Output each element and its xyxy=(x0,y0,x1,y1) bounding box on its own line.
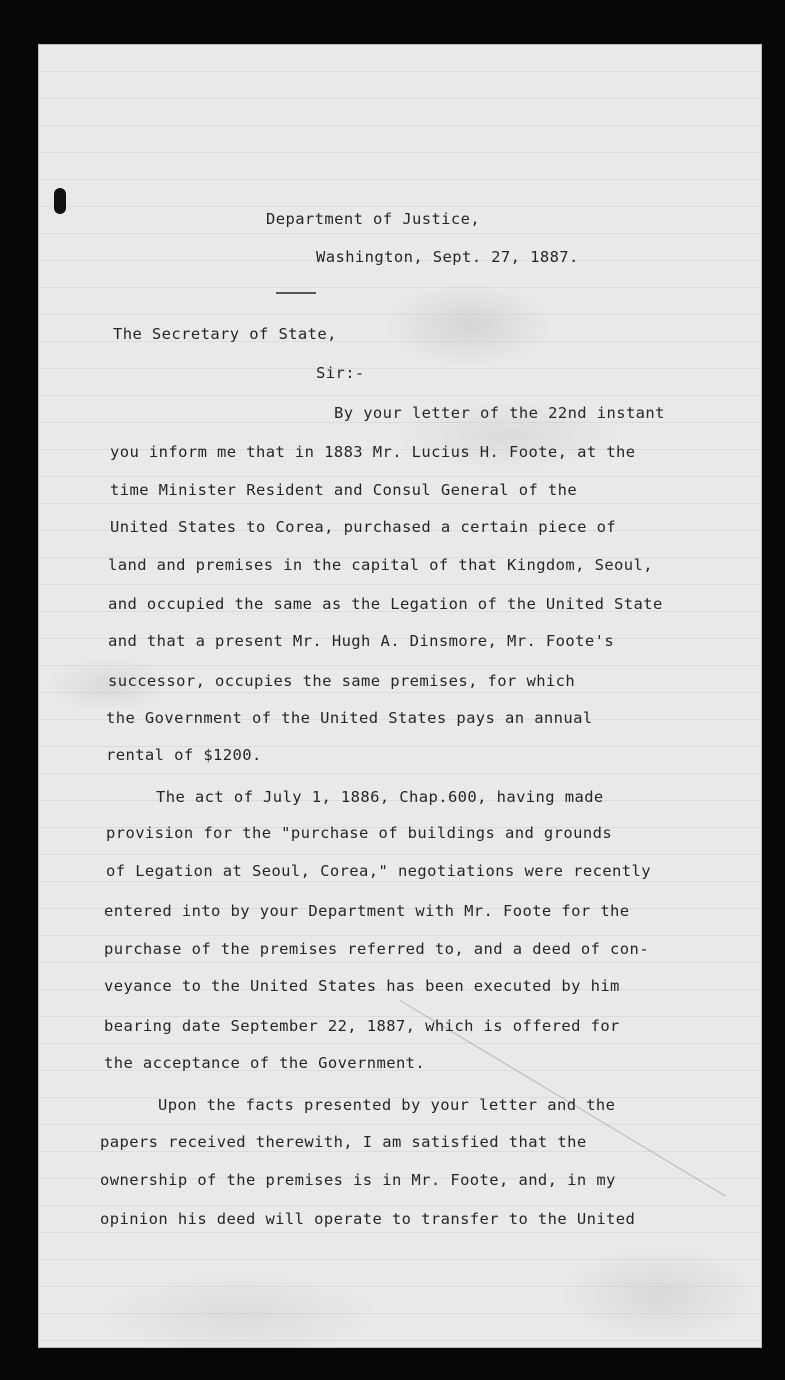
body-line: papers received therewith, I am satisfied that the xyxy=(100,1133,587,1151)
separator-dash xyxy=(276,292,316,294)
body-line: the acceptance of the Government. xyxy=(104,1054,426,1072)
body-line: bearing date September 22, 1887, which is offered for xyxy=(104,1017,620,1035)
body-line: veyance to the United States has been executed by him xyxy=(104,977,620,995)
body-line: land and premises in the capital of that Kingdom, Seoul, xyxy=(108,556,653,574)
body-line: purchase of the premises referred to, and a deed of con- xyxy=(104,940,649,958)
letterhead-department: Department of Justice, xyxy=(266,210,481,228)
body-line: you inform me that in 1883 Mr. Lucius H. Foote, at the xyxy=(110,443,636,461)
body-line: and occupied the same as the Legation of the United State xyxy=(108,595,663,613)
body-line: provision for the "purchase of buildings and grounds xyxy=(106,824,613,842)
body-line: ownership of the premises is in Mr. Foote, and, in my xyxy=(100,1171,616,1189)
addressee: The Secretary of State, xyxy=(113,325,337,343)
body-line: and that a present Mr. Hugh A. Dinsmore, Mr. Foote's xyxy=(108,632,615,650)
salutation: Sir:- xyxy=(316,364,365,382)
body-line: entered into by your Department with Mr. Foote for the xyxy=(104,902,630,920)
body-line: The act of July 1, 1886, Chap.600, having made xyxy=(156,788,604,806)
body-line: the Government of the United States pays an annual xyxy=(106,709,593,727)
body-line: successor, occupies the same premises, for which xyxy=(108,672,576,690)
body-line: Upon the facts presented by your letter and the xyxy=(158,1096,616,1114)
body-line: of Legation at Seoul, Corea," negotiations were recently xyxy=(106,862,651,880)
body-line: By your letter of the 22nd instant xyxy=(334,404,665,422)
body-line: time Minister Resident and Consul General of the xyxy=(110,481,578,499)
letterhead-dateline: Washington, Sept. 27, 1887. xyxy=(316,248,579,266)
body-line: opinion his deed will operate to transfer to the United xyxy=(100,1210,636,1228)
body-line: rental of $1200. xyxy=(106,746,262,764)
body-line: United States to Corea, purchased a certain piece of xyxy=(110,518,617,536)
